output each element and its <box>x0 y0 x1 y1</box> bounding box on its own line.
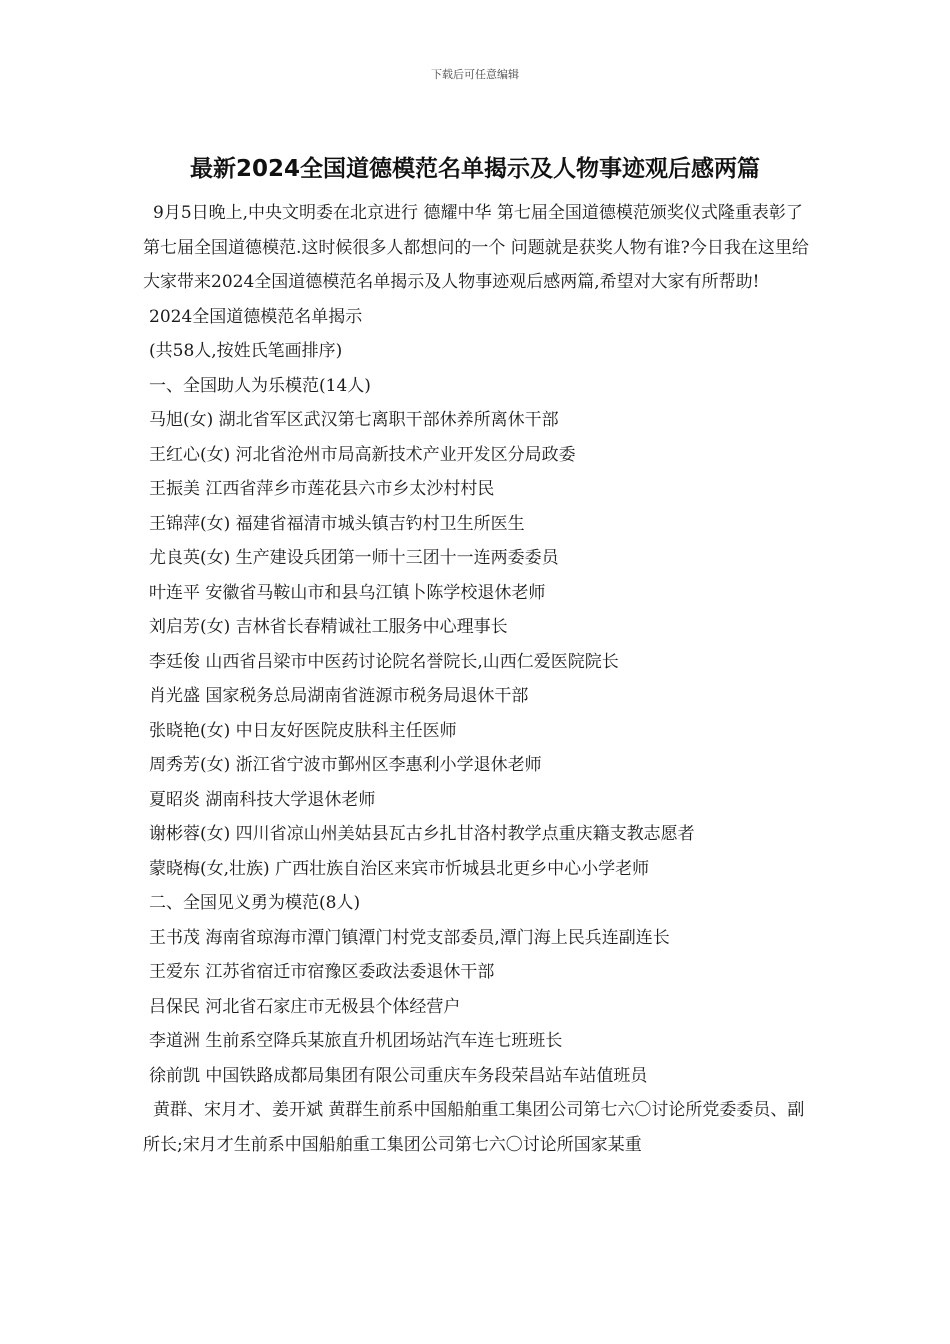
trailing-paragraph: 黄群、宋月才、姜开斌 黄群生前系中国船舶重工集团公司第七六〇讨论所党委委员、副所长;宋月才生前系中国船舶重工集团公司第七六〇讨论所国家某重 <box>143 1100 805 1155</box>
list-item: 王红心(女) 河北省沧州市局高新技术产业开发区分局政委 <box>149 444 576 465</box>
list-title: 2024全国道德模范名单揭示 <box>149 306 363 327</box>
list-item: 马旭(女) 湖北省军区武汉第七离职干部休养所离休干部 <box>149 410 559 430</box>
list-item: 夏昭炎 湖南科技大学退休老师 <box>149 789 376 810</box>
list-item: 李道洲 生前系空降兵某旅直升机团场站汽车连七班班长 <box>149 1031 563 1051</box>
document-body <box>143 196 813 1162</box>
list-item: 尤良英(女) 生产建设兵团第一师十三团十一连两委委员 <box>149 548 559 568</box>
header-note: 下载后可任意编辑 <box>431 68 519 81</box>
intro-paragraph: 9月5日晚上,中央文明委在北京进行 德耀中华 第七届全国道德模范颁奖仪式隆重表彰了第七届全国道德模范.这时候很多人都想问的一个 问题就是获奖人物有谁?今日我在这里给大家带来2024全国道德模范名单揭示及人物事迹观后感两篇,希望对大家有所帮助! <box>143 203 809 292</box>
list-item: 王振美 江西省萍乡市莲花县六市乡太沙村村民 <box>149 479 495 499</box>
list-item: 周秀芳(女) 浙江省宁波市鄞州区李惠利小学退休老师 <box>149 755 542 775</box>
list-item: 肖光盛 国家税务总局湖南省涟源市税务局退休干部 <box>149 686 529 706</box>
list-item: 张晓艳(女) 中日友好医院皮肤科主任医师 <box>149 720 457 741</box>
page-title: 最新2024全国道德模范名单揭示及人物事迹观后感两篇 <box>189 156 760 182</box>
list-item: 谢彬蓉(女) 四川省凉山州美姑县瓦古乡扎甘洛村教学点重庆籍支教志愿者 <box>149 824 695 844</box>
list-item: 王书茂 海南省琼海市潭门镇潭门村党支部委员,潭门海上民兵连副连长 <box>149 927 670 948</box>
list-item: 叶连平 安徽省马鞍山市和县乌江镇卜陈学校退休老师 <box>149 582 546 603</box>
list-item: 李廷俊 山西省吕梁市中医药讨论院名誉院长,山西仁爱医院院长 <box>149 651 619 672</box>
list-item: 吕保民 河北省石家庄市无极县个体经营户 <box>149 996 461 1017</box>
list-note: (共58人,按姓氏笔画排序) <box>149 341 343 361</box>
list-item: 刘启芳(女) 吉林省长春精诚社工服务中心理事长 <box>149 617 508 637</box>
list-item: 徐前凯 中国铁路成都局集团有限公司重庆车务段荣昌站车站值班员 <box>149 1065 648 1086</box>
list-item: 王锦萍(女) 福建省福清市城头镇吉钓村卫生所医生 <box>149 513 525 534</box>
section-heading: 一、全国助人为乐模范(14人) <box>149 375 371 396</box>
section-heading: 二、全国见义勇为模范(8人) <box>149 893 361 913</box>
list-item: 蒙晓梅(女,壮族) 广西壮族自治区来宾市忻城县北更乡中心小学老师 <box>149 858 650 879</box>
list-item: 王爱东 江苏省宿迁市宿豫区委政法委退休干部 <box>149 962 495 982</box>
